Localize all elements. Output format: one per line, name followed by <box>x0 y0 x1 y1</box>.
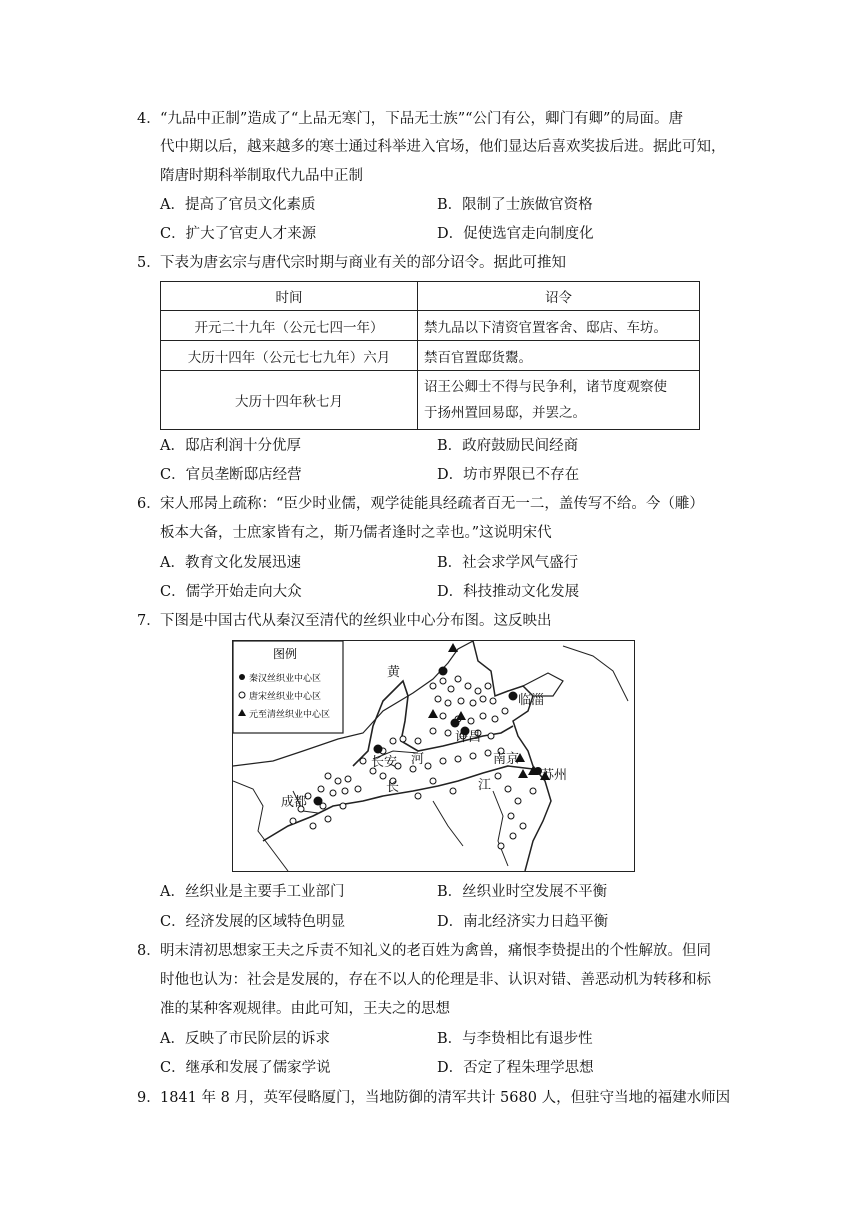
q7-option-b[interactable]: B．丝织业时空发展不平衡 <box>437 884 608 900</box>
q8-option-d[interactable]: D．否定了程朱理学思想 <box>437 1060 594 1076</box>
yuanqing-centers <box>428 643 550 780</box>
q8-number: 8． <box>137 943 161 959</box>
table-cell-time: 大历十四年（公元七七九年）六月 <box>161 341 418 371</box>
edict-table <box>160 281 700 430</box>
label-jiang: 江 <box>478 778 492 793</box>
q5-option-b[interactable]: B．政府鼓励民间经商 <box>437 438 579 454</box>
northeast-border <box>563 646 628 701</box>
table-cell-edict-line-1: 诏王公卿士不得与民争利，诸节度观察使 <box>424 379 667 395</box>
q5-option-d[interactable]: D．坊市界限已不存在 <box>437 467 580 483</box>
legend-tangsong-marker <box>239 692 245 698</box>
q6-option-d[interactable]: D．科技推动文化发展 <box>437 584 580 600</box>
q4-option-c[interactable]: C．扩大了官吏人才来源 <box>160 226 317 242</box>
q4-stem-line-3: 隋唐时期科举制取代九品中正制 <box>160 168 363 184</box>
q4-option-d[interactable]: D．促使选官走向制度化 <box>437 226 594 242</box>
table-cell-edict: 禁九品以下清资官置客舍、邸店、车坊。 <box>418 311 700 341</box>
q7-number: 7． <box>137 613 161 629</box>
table-cell-edict: 禁百官置邸货鬻。 <box>418 341 700 371</box>
silk-industry-map <box>232 640 635 872</box>
label-changan: 长安 <box>371 755 398 770</box>
label-nanjing: 南京 <box>493 752 520 767</box>
q4-stem-line-1: “九品中正制”造成了“上品无寒门，下品无士族”“公门有公，卿门有卿”的局面。唐 <box>160 111 683 127</box>
legend-title: 图例 <box>273 647 298 661</box>
q8-option-a[interactable]: A．反映了市民阶层的诉求 <box>160 1031 330 1047</box>
q4-option-a[interactable]: A．提高了官员文化素质 <box>160 197 316 213</box>
q6-stem-line-2: 板本大备，士庶家皆有之，斯乃儒者逢时之幸也。”这说明宋代 <box>160 525 552 541</box>
q6-option-a[interactable]: A．教育文化发展迅速 <box>160 555 301 571</box>
q9-number: 9． <box>137 1090 161 1106</box>
label-xuchang: 许昌 <box>455 730 482 745</box>
southern-river <box>493 791 508 866</box>
label-huang: 黄 <box>387 665 401 680</box>
table-cell-time: 大历十四年秋七月 <box>161 371 418 430</box>
q4-number: 4． <box>137 111 161 127</box>
table-row <box>161 341 700 371</box>
q8-stem-line-1: 明末清初思想家王夫之斥责不知礼义的老百姓为禽兽，痛恨李贽提出的个性解放。但同 <box>160 943 711 959</box>
q5-stem: 下表为唐玄宗与唐代宗时期与商业有关的部分诏令。据此可推知 <box>160 255 566 271</box>
q5-option-a[interactable]: A．邸店利润十分优厚 <box>160 438 301 454</box>
legend-tangsong-label: 唐宋丝织业中心区 <box>249 692 322 702</box>
table-cell-edict-line-2: 于扬州置回易邸，并罢之。 <box>424 405 586 421</box>
q6-option-c[interactable]: C．儒学开始走向大众 <box>160 584 302 600</box>
table-header-edict: 诏令 <box>418 282 700 311</box>
table-cell-edict <box>418 371 700 430</box>
southern-river-2 <box>433 801 463 846</box>
q7-option-a[interactable]: A．丝织业是主要手工业部门 <box>160 884 345 900</box>
q7-option-d[interactable]: D．南北经济实力日趋平衡 <box>437 914 609 930</box>
label-chang: 长 <box>386 780 400 795</box>
legend-yuanqing-label: 元至清丝织业中心区 <box>249 710 331 720</box>
qinhan-centers <box>314 667 543 806</box>
table-header-time: 时间 <box>161 282 418 311</box>
q4-stem-line-2: 代中期以后，越来越多的寒士通过科举进入官场，他们显达后喜欢奖拔后进。据此可知， <box>160 139 726 155</box>
table-row <box>161 311 700 341</box>
label-linzi: 临淄 <box>518 693 545 708</box>
label-chengdu: 成都 <box>281 795 308 810</box>
q8-option-b[interactable]: B．与李贽相比有退步性 <box>437 1031 593 1047</box>
table-cell-time: 开元二十九年（公元七四一年） <box>161 311 418 341</box>
q5-number: 5． <box>137 255 161 271</box>
label-he: 河 <box>411 752 425 767</box>
legend-qinhan-marker <box>239 674 245 680</box>
q6-stem-line-1: 宋人邢昺上疏称：“臣少时业儒，观学徒能具经疏者百无一二，盖传写不给。今（雕） <box>160 496 704 512</box>
q4-option-b[interactable]: B．限制了士族做官资格 <box>437 197 593 213</box>
q9-stem-line-1: 1841 年 8 月，英军侵略厦门，当地防御的清军共计 5680 人，但驻守当地的福建水师因 <box>160 1090 731 1106</box>
q6-number: 6． <box>137 496 161 512</box>
q7-option-c[interactable]: C．经济发展的区域特色明显 <box>160 914 346 930</box>
label-suzhou: 苏州 <box>541 768 568 783</box>
west-border <box>233 781 288 871</box>
q8-option-c[interactable]: C．继承和发展了儒家学说 <box>160 1060 331 1076</box>
q8-stem-line-2: 时他也认为：社会是发展的，存在不以人的伦理是非、认识对错、善恶动机为转移和标 <box>160 972 711 988</box>
q7-stem: 下图是中国古代从秦汉至清代的丝织业中心分布图。这反映出 <box>160 613 552 629</box>
q6-option-b[interactable]: B．社会求学风气盛行 <box>437 555 579 571</box>
q5-option-c[interactable]: C．官员垄断邸店经营 <box>160 467 302 483</box>
table-header-row <box>161 282 700 311</box>
table-row <box>161 371 700 430</box>
q8-stem-line-3: 准的某种客观规律。由此可知，王夫之的思想 <box>160 1001 450 1017</box>
legend-qinhan-label: 秦汉丝织业中心区 <box>249 674 322 684</box>
